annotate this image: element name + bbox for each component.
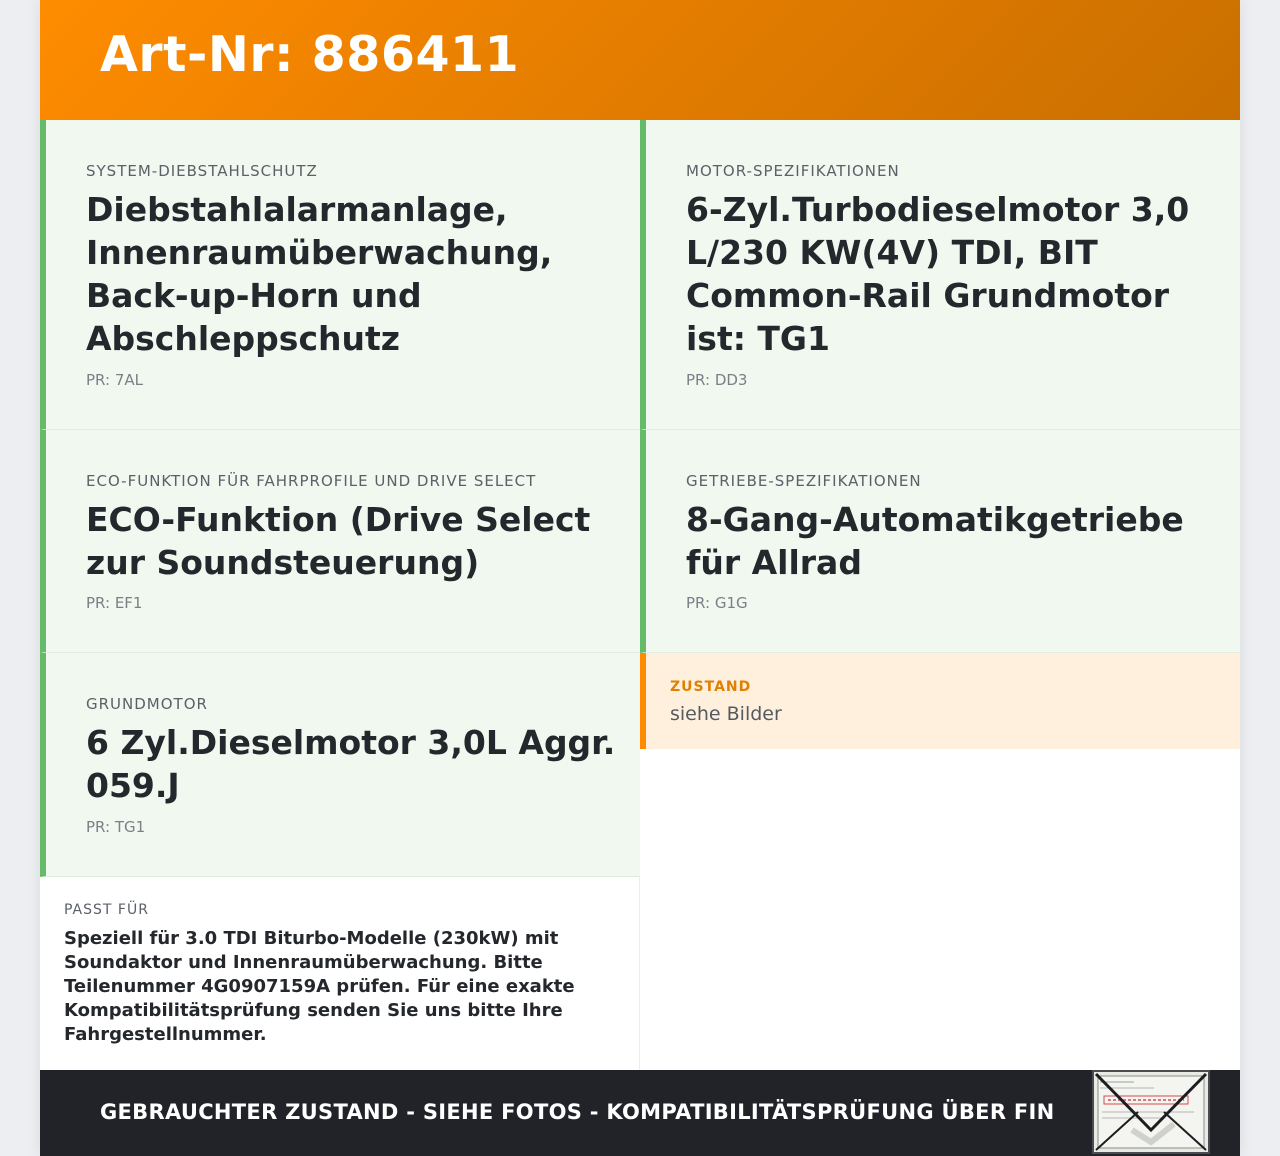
condition-box <box>640 653 1240 749</box>
condition-value: siehe Bilder <box>670 703 782 725</box>
spec-value: Diebstahlalarmanlage, Innenraumüberwachung, Back-up-Horn und Abschleppschutz <box>86 190 553 358</box>
article-number-title: Art-Nr: 886411 <box>100 26 520 83</box>
spec-label: MOTOR-SPEZIFIKATIONEN <box>686 162 900 180</box>
spec-card-engine <box>640 120 1240 430</box>
document-envelope-icon <box>1094 1072 1208 1152</box>
spec-card-eco-function <box>40 430 640 653</box>
product-sheet <box>40 0 1240 1156</box>
spec-pr-code: PR: DD3 <box>686 371 748 389</box>
condition-label: ZUSTAND <box>670 679 752 695</box>
footer-bar <box>40 1070 1240 1156</box>
part-photo-thumbnail[interactable] <box>1092 1070 1210 1154</box>
spec-label: GETRIEBE-SPEZIFIKATIONEN <box>686 472 922 490</box>
spec-pr-code: PR: TG1 <box>86 818 146 836</box>
spec-card-base-engine <box>40 653 640 877</box>
spec-value: ECO-Funktion (Drive Select zur Soundsteuerung) <box>86 500 591 582</box>
spec-label: ECO-FUNKTION FÜR FAHRPROFILE UND DRIVE SELECT <box>86 472 537 490</box>
header-bar <box>40 0 1240 120</box>
spec-card-theft-protection <box>40 120 640 430</box>
spec-label: GRUNDMOTOR <box>86 695 208 713</box>
spec-value: 6-Zyl.Turbodieselmotor 3,0 L/230 KW(4V) TDI, BIT Common-Rail Grundmotor ist: TG1 <box>686 190 1190 358</box>
spec-value: 6 Zyl.Dieselmotor 3,0L Aggr. 059.J <box>86 723 616 805</box>
compatibility-label: PASST FÜR <box>64 902 149 918</box>
spec-pr-code: PR: G1G <box>686 594 748 612</box>
compatibility-section <box>40 877 640 1070</box>
spec-label: SYSTEM-DIEBSTAHLSCHUTZ <box>86 162 318 180</box>
footer-text: GEBRAUCHTER ZUSTAND - SIEHE FOTOS - KOMPATIBILITÄTSPRÜFUNG ÜBER FIN <box>100 1100 1055 1124</box>
spec-card-transmission <box>640 430 1240 653</box>
spec-value: 8-Gang-Automatikgetriebe für Allrad <box>686 500 1184 582</box>
compatibility-text: Speziell für 3.0 TDI Biturbo-Modelle (230kW) mit Soundaktor und Innenraumüberwachung. Bitte Teilenummer 4G0907159A prüfen. Für eine exakte Kompatibilitätsprüfung senden Sie uns bitte Ihre Fahrgestellnummer. <box>64 928 575 1045</box>
empty-panel <box>640 749 1240 1070</box>
spec-pr-code: PR: EF1 <box>86 594 143 612</box>
spec-pr-code: PR: 7AL <box>86 371 143 389</box>
